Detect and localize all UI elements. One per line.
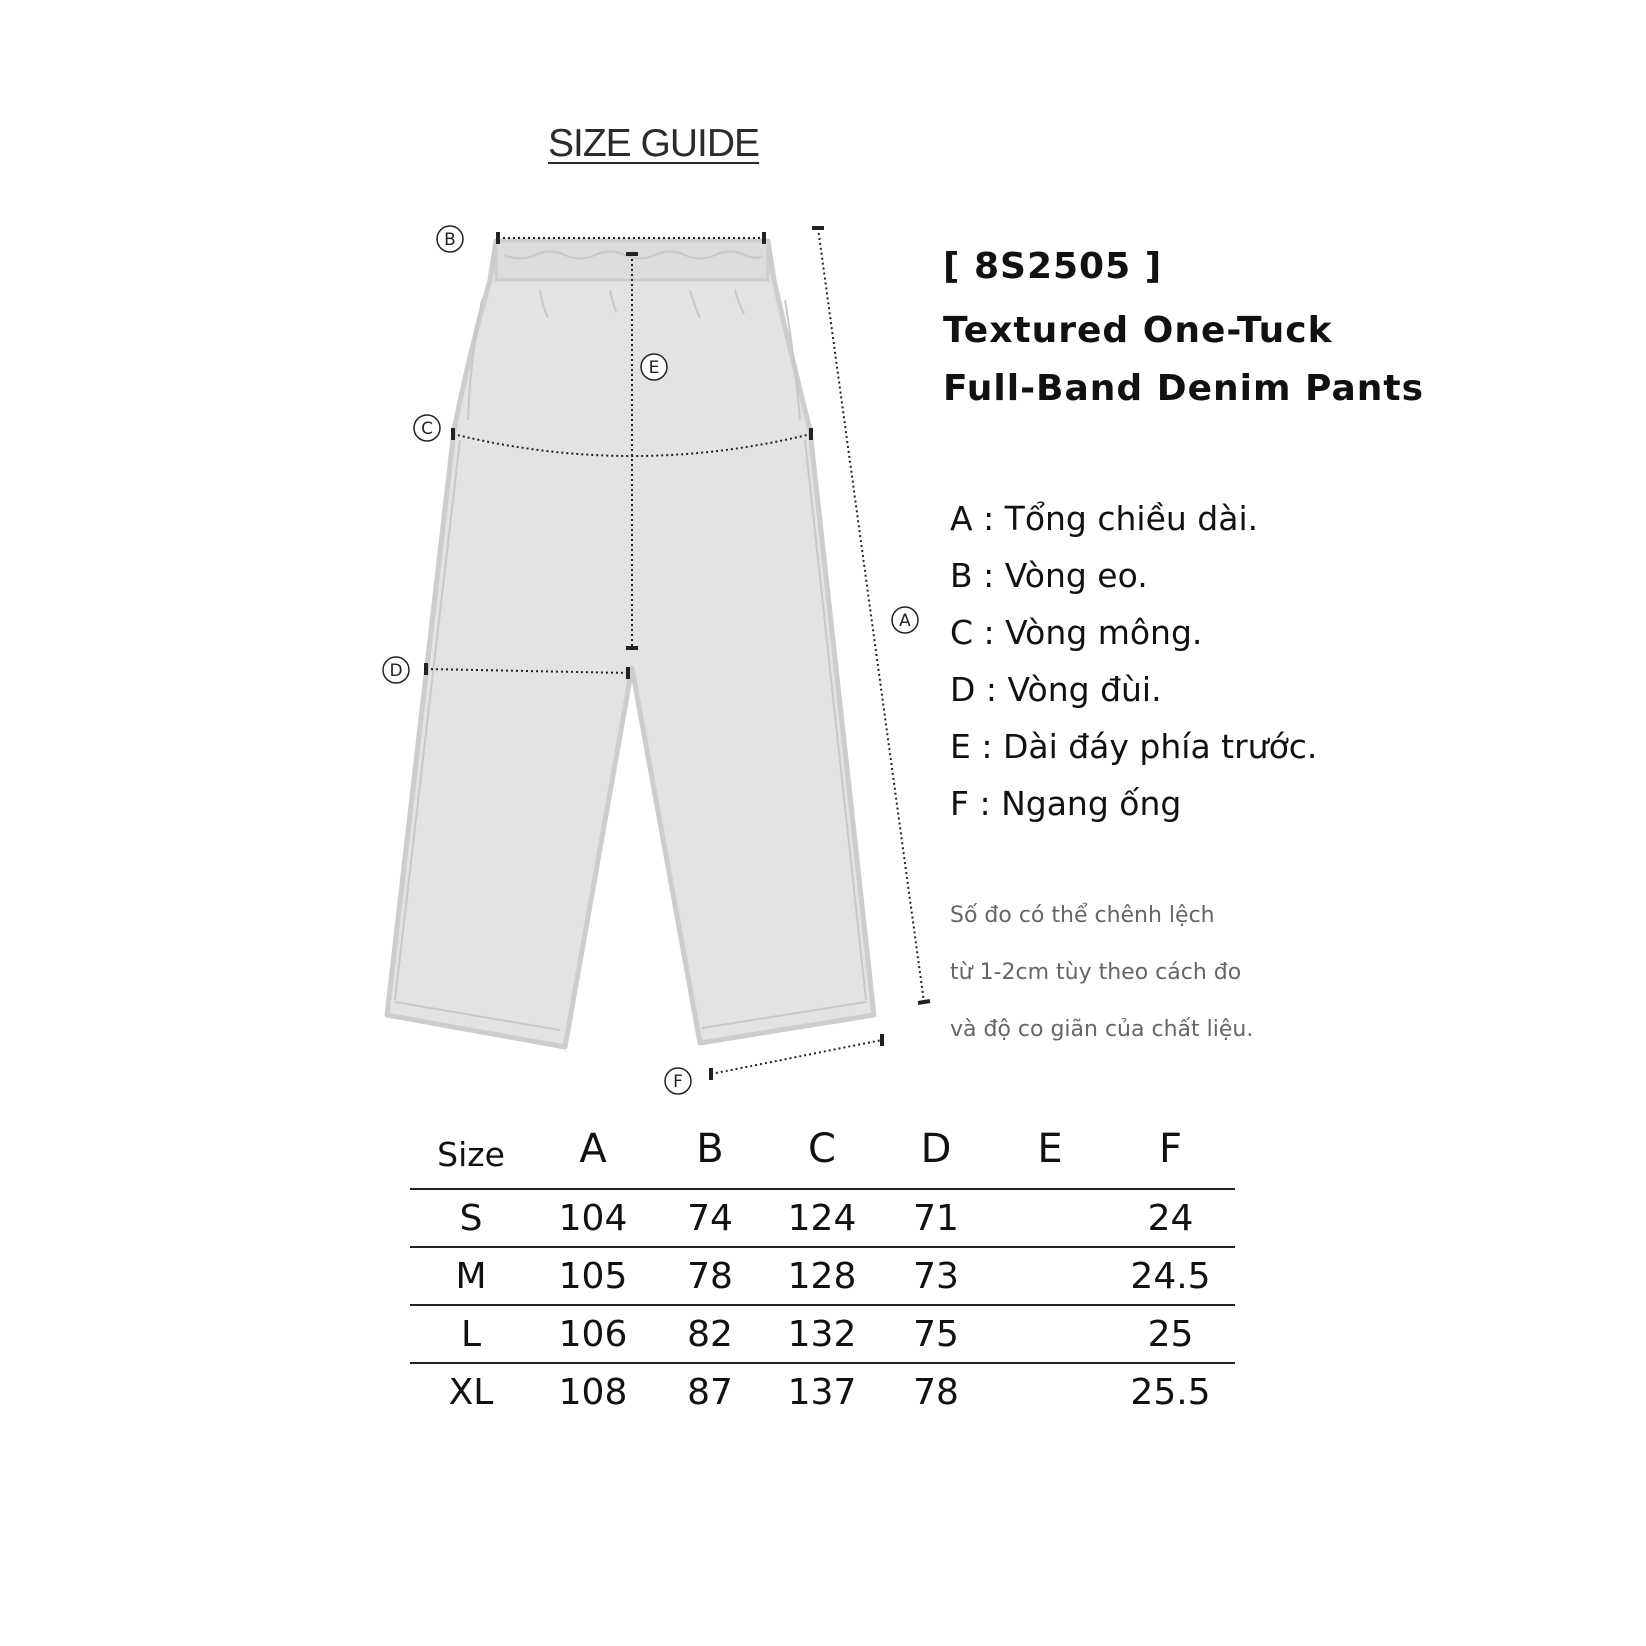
svg-text:B: B <box>444 230 456 250</box>
label-f <box>665 1068 691 1094</box>
table-cell: 24.5 <box>1106 1247 1235 1305</box>
note-line: và độ co giãn của chất liệu. <box>950 1017 1254 1042</box>
svg-text:C: C <box>421 419 433 439</box>
table-cell: S <box>410 1189 532 1247</box>
table-cell: 74 <box>654 1189 766 1247</box>
table-header-row <box>410 1110 1235 1189</box>
size-table <box>410 1110 1235 1420</box>
table-cell: XL <box>410 1363 532 1420</box>
table-cell: 132 <box>766 1305 878 1363</box>
measurement-legend <box>950 490 1317 832</box>
legend-item-a: A : Tổng chiều dài. <box>950 499 1259 538</box>
table-cell: 78 <box>878 1363 994 1420</box>
table-cell: 24 <box>1106 1189 1235 1247</box>
column-header-f: F <box>1158 1126 1182 1172</box>
legend-item-c: C : Vòng mông. <box>950 613 1203 652</box>
table-cell: 108 <box>532 1363 654 1420</box>
product-name-line: Full-Band Denim Pants <box>943 368 1425 409</box>
pants-illustration <box>387 241 874 1047</box>
table-cell: 106 <box>532 1305 654 1363</box>
table-cell: 128 <box>766 1247 878 1305</box>
legend-item-d: D : Vòng đùi. <box>950 670 1162 709</box>
table-cell: 25 <box>1106 1305 1235 1363</box>
table-cell: M <box>410 1247 532 1305</box>
label-e <box>641 354 667 380</box>
table-cell: 104 <box>532 1189 654 1247</box>
table-row <box>410 1247 1235 1305</box>
column-header-a: A <box>579 1126 607 1172</box>
table-row <box>410 1363 1235 1420</box>
note-line: từ 1-2cm tùy theo cách đo <box>950 960 1242 985</box>
label-a <box>892 607 918 633</box>
column-header-b: B <box>696 1126 724 1172</box>
svg-text:D: D <box>389 661 403 681</box>
legend-item-f: F : Ngang ống <box>950 784 1182 823</box>
measurement-note <box>950 887 1253 1058</box>
legend-item-b: B : Vòng eo. <box>950 556 1148 595</box>
legend-item-e: E : Dài đáy phía trước. <box>950 727 1318 766</box>
svg-text:E: E <box>648 358 660 378</box>
label-c <box>414 415 440 441</box>
table-cell: 71 <box>878 1189 994 1247</box>
table-cell: 78 <box>654 1247 766 1305</box>
measure-f-line <box>711 1034 882 1080</box>
label-b <box>437 226 463 252</box>
column-header-e: E <box>1037 1126 1063 1172</box>
table-cell: 25.5 <box>1106 1363 1235 1420</box>
table-row <box>410 1189 1235 1247</box>
table-cell: 73 <box>878 1247 994 1305</box>
table-cell: 137 <box>766 1363 878 1420</box>
table-cell <box>994 1305 1106 1363</box>
label-d <box>383 657 409 683</box>
table-cell: 75 <box>878 1305 994 1363</box>
svg-text:A: A <box>899 611 911 631</box>
table-cell: L <box>410 1305 532 1363</box>
product-name <box>943 302 1424 418</box>
table-cell: 87 <box>654 1363 766 1420</box>
product-name-line: Textured One-Tuck <box>943 310 1333 351</box>
column-header-c: C <box>808 1126 836 1172</box>
column-header-d: D <box>920 1126 952 1172</box>
table-row <box>410 1305 1235 1363</box>
product-code: [ 8S2505 ] <box>943 246 1163 287</box>
note-line: Số đo có thể chênh lệch <box>950 903 1215 928</box>
column-header-size: Size <box>437 1134 505 1174</box>
svg-text:F: F <box>673 1072 683 1092</box>
table-cell: 105 <box>532 1247 654 1305</box>
table-cell: 124 <box>766 1189 878 1247</box>
page-title: SIZE GUIDE <box>548 122 760 165</box>
table-cell <box>994 1363 1106 1420</box>
table-cell: 82 <box>654 1305 766 1363</box>
table-cell <box>994 1189 1106 1247</box>
table-cell <box>994 1247 1106 1305</box>
